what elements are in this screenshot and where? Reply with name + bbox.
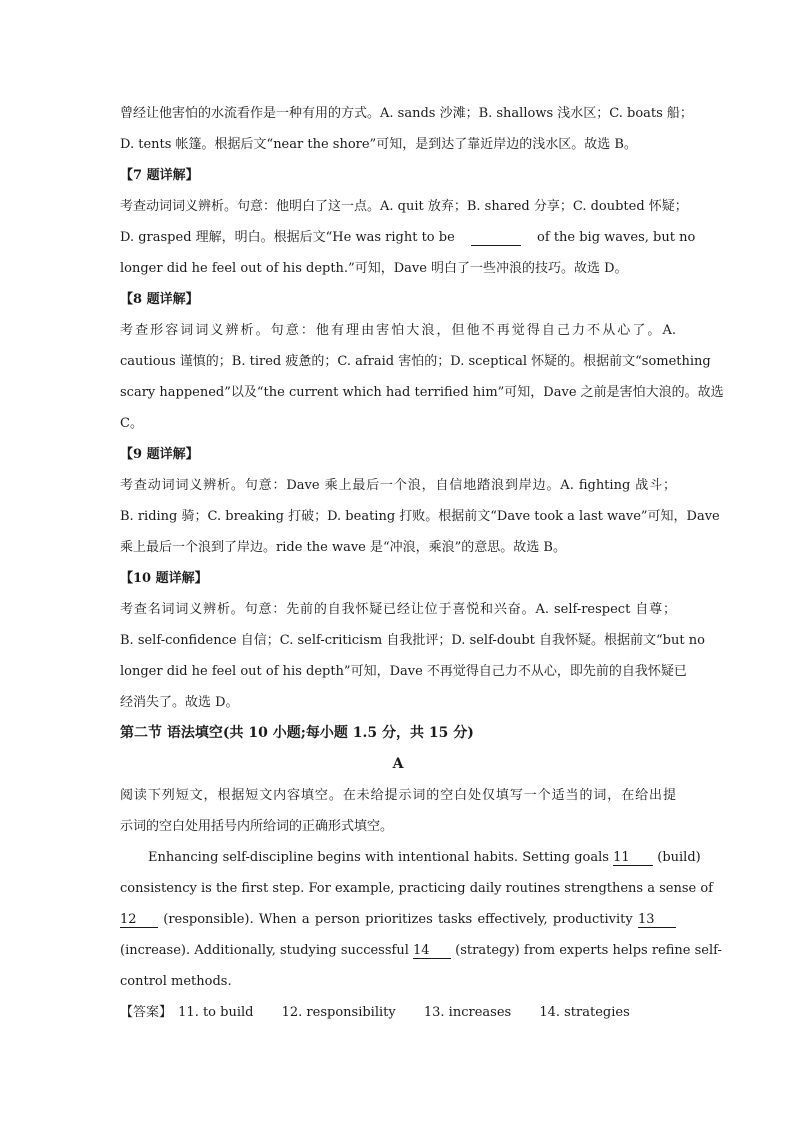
answer-item: 12. responsibility [281,1005,396,1020]
passage-line: control methods. [120,974,232,989]
passage-line: consistency is the first step. For example, practicing daily routines strengthens a sense of [120,881,713,896]
blank-11: 11 [613,851,653,866]
instructions-line: 阅读下列短文，根据短文内容填空。在未给提示词的空白处仅填写一个适当的词，在给出提 [120,788,676,803]
passage-text: Enhancing self-discipline begins with intentional habits. Setting goals [148,850,609,865]
passage-line [120,842,701,873]
q10-explanation-line: 经消失了。故选 D。 [120,695,239,710]
answer-item: 11. to build [178,1005,254,1020]
blank-13: 13 [638,913,676,928]
q7-explanation-line: 考查动词词义辨析。句意：他明白了这一点。A. quit 放弃；B. shared 分享；C. doubted 怀疑； [120,199,688,214]
passage-text: (increase). Additionally, studying successful [120,943,409,958]
q8-explanation-line: scary happened”以及“the current which had terrified him”可知，Dave 之前是害怕大浪的。故选 [120,385,724,400]
blank-12: 12 [120,913,158,928]
q8-explanation-line: C。 [120,416,143,431]
part-label: A [392,756,404,772]
q6-explanation-line: D. tents 帐篷。根据后文“near the shore”可知，是到达了靠近岸边的浅水区。故选 B。 [120,137,637,152]
document-page [120,98,724,1028]
q9-explanation-line: B. riding 骑；C. breaking 打破；D. beating 打败。根据前文“Dave took a last wave”可知，Dave [120,509,720,524]
answer-line [120,997,676,1028]
q9-explanation-line: 乘上最后一个浪到了岸边。ride the wave 是“冲浪，乘浪”的意思。故选 B。 [120,540,566,555]
instructions-line: 示词的空白处用括号内所给词的正确形式填空。 [120,819,394,834]
passage-line [120,935,722,966]
q8-explanation-line: 考查形容词词义辨析。句意：他有理由害怕大浪，但他不再觉得自己力不从心了。A. [120,323,676,338]
q8-explanation-line: cautious 谨慎的；B. tired 疲惫的；C. afraid 害怕的；D. sceptical 怀疑的。根据前文“something [120,354,711,369]
answer-item: 14. strategies [539,1005,630,1020]
q7-line2-pre: D. grasped 理解，明白。根据后文“He was right to be [120,230,455,245]
q10-explanation-line: longer did he feel out of his depth”可知，Dave 不再觉得自己力不从心，即先前的自我怀疑已 [120,664,687,679]
passage-line [120,904,676,935]
q7-explanation-line [120,222,696,253]
q10-heading: 【10 题详解】 [120,571,208,586]
q8-heading: 【8 题详解】 [120,292,199,307]
answer-item: 13. increases [423,1005,512,1020]
q6-explanation-line: 曾经让他害怕的水流看作是一种有用的方式。A. sands 沙滩；B. shallows 浅水区；C. boats 船； [120,106,693,121]
passage-text: (build) [657,850,701,865]
fill-blank [471,231,521,246]
q9-explanation-line: 考查动词词义辨析。句意：Dave 乘上最后一个浪，自信地踏浪到岸边。A. fighting 战斗； [120,478,676,493]
passage-text: (strategy) from experts helps refine self- [455,943,722,958]
blank-14: 14 [413,944,451,959]
q10-explanation-line: B. self-confidence 自信；C. self-criticism 自我批评；D. self-doubt 自我怀疑。根据前文“but no [120,633,705,648]
q10-explanation-line: 考查名词词义辨析。句意：先前的自我怀疑已经让位于喜悦和兴奋。A. self-respect 自尊； [120,602,676,617]
answer-label: 【答案】 [120,1005,173,1020]
q9-heading: 【9 题详解】 [120,447,199,462]
passage-text: (responsible). When a person prioritizes tasks effectively, productivity [163,912,633,927]
q7-line2-post: of the big waves, but no [537,230,696,245]
q7-explanation-line: longer did he feel out of his depth.”可知，Dave 明白了一些冲浪的技巧。故选 D。 [120,261,628,276]
section-title: 第二节 语法填空(共 10 小题;每小题 1.5 分，共 15 分) [120,725,474,741]
q7-heading: 【7 题详解】 [120,168,199,183]
